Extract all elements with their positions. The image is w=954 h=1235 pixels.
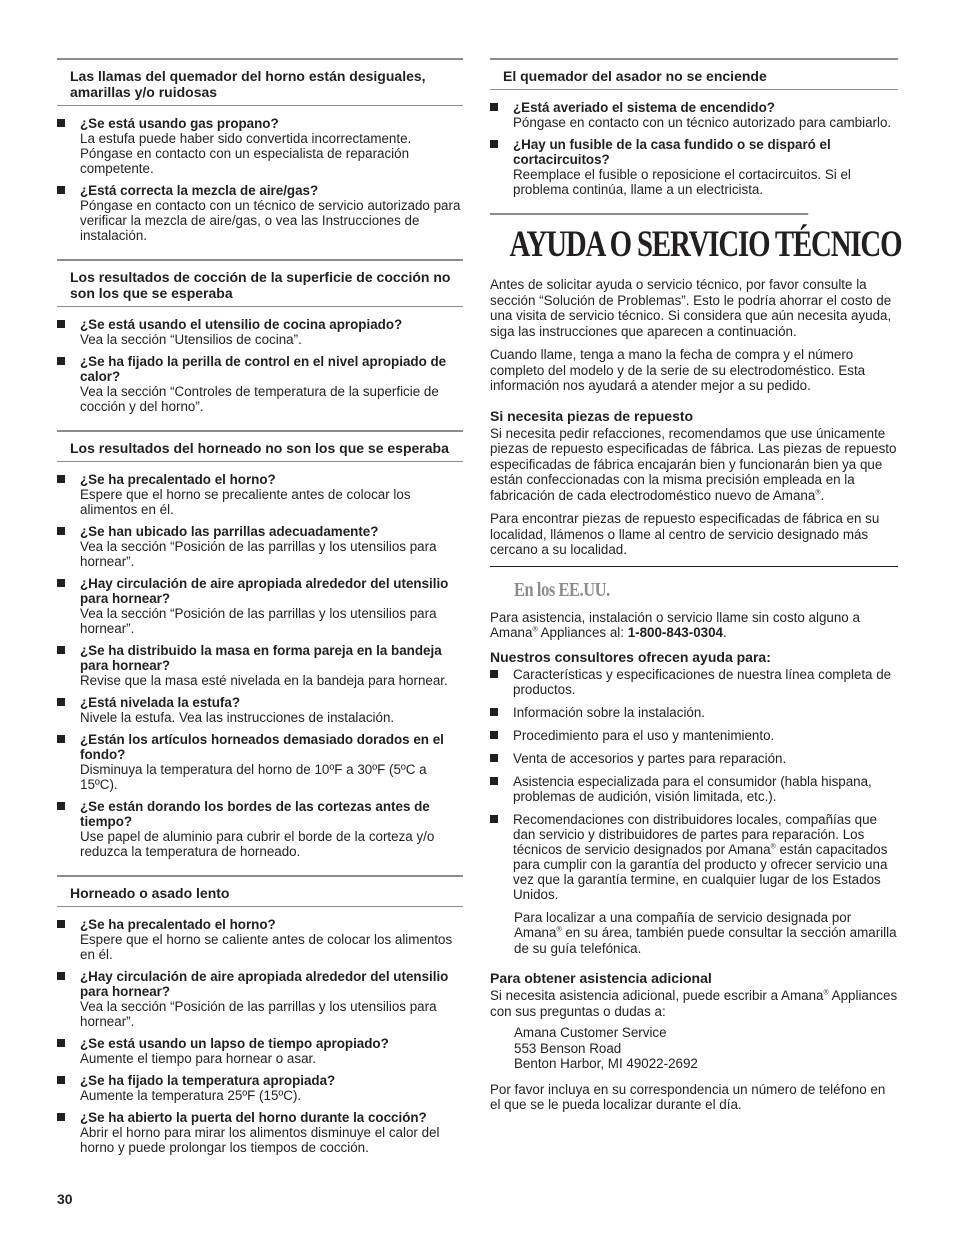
question: ¿Hay circulación de aire apropiada alrededor del utensilio para hornear? [80, 576, 449, 606]
list-item: Asistencia especializada para el consumidor (habla hispana, problemas de audición, visión limitada, etc.). [490, 774, 898, 804]
list-item [57, 732, 463, 792]
bullet-square-icon [57, 1113, 65, 1121]
question-list [57, 472, 463, 859]
bullet-square-icon [57, 646, 65, 654]
consultants-list [490, 667, 898, 804]
question: ¿Hay un fusible de la casa fundido o se disparó el cortacircuitos? [513, 137, 831, 167]
bullet-square-icon [490, 815, 498, 823]
list-item [57, 1036, 463, 1066]
list-item: Recomendaciones con distribuidores locales, compañías que dan servicio y distribuidores de partes para reparación. Los técnicos de servicio designados por Amana® están capacitados para cumplir con la garantía del producto y ofrecer servicio una vez que la garantía termine, en cualquier lugar de los Estados Unidos. [490, 812, 898, 902]
bullet-square-icon [57, 1076, 65, 1084]
question: ¿Se ha distribuido la masa en forma pareja en la bandeja para hornear? [80, 643, 442, 673]
bullet-square-icon [57, 320, 65, 328]
question: ¿Está averiado el sistema de encendido? [513, 100, 775, 115]
service-title: AYUDA O SERVICIO TÉCNICO [490, 213, 808, 277]
bullet-square-icon [490, 731, 498, 739]
question: ¿Hay circulación de aire apropiada alrededor del utensilio para hornear? [80, 969, 449, 999]
locate-paragraph: Para localizar a una compañía de servicio designada por Amana® en su área, también puede consultar la sección amarilla de su guía telefónica. [514, 909, 897, 956]
bullet-square-icon [57, 357, 65, 365]
list-item [57, 917, 463, 962]
question: ¿Se ha fijado la perilla de control en el nivel apropiado de calor? [80, 354, 447, 384]
troubleshooting-sections [57, 58, 463, 1155]
list-item [57, 643, 463, 688]
troubleshooting-section [57, 875, 463, 1155]
question: ¿Está correcta la mezcla de aire/gas? [80, 183, 319, 198]
additional-heading: Para obtener asistencia adicional [490, 970, 712, 986]
question: ¿Se están dorando los bordes de las cortezas antes de tiempo? [80, 799, 430, 829]
bullet-square-icon [490, 670, 498, 678]
intro-paragraph-1: Antes de solicitar ayuda o servicio técnico, por favor consulte la sección “Solución de Problemas”. Esto le podría ahorrar el costo de una visita de servicio técnico. Si considera que aún necesita ayuda, siga las instrucciones que aparecen a continuación. [490, 277, 892, 339]
list-item [57, 1110, 463, 1155]
bullet-square-icon [490, 777, 498, 785]
troubleshooting-section [57, 259, 463, 414]
bullet-square-icon [57, 972, 65, 980]
list-item [490, 137, 898, 197]
list-item [57, 576, 463, 636]
answer: Vea la sección “Posición de las parrillas y los utensilios para hornear”. [80, 539, 437, 569]
answer: Nivele la estufa. Vea las instrucciones de instalación. [80, 710, 395, 725]
answer: Vea la sección “Posición de las parrillas y los utensilios para hornear”. [80, 606, 437, 636]
bullet-square-icon [57, 475, 65, 483]
list-item: Procedimiento para el uso y mantenimiento. [490, 728, 898, 743]
answer: Vea la sección “Utensilios de cocina”. [80, 332, 302, 347]
question: ¿Se ha precalentado el horno? [80, 917, 276, 932]
list-item [57, 524, 463, 569]
question: ¿Se está usando gas propano? [80, 116, 279, 131]
list-item [57, 799, 463, 859]
question: ¿Se ha precalentado el horno? [80, 472, 276, 487]
bullet-square-icon [57, 1039, 65, 1047]
list-item [57, 116, 463, 176]
list-item [57, 695, 463, 725]
phone-number: 1-800-843-0304 [627, 625, 723, 640]
list-item [57, 317, 463, 347]
bullet-square-icon [57, 527, 65, 535]
right-column [490, 58, 902, 1121]
answer: Vea la sección “Posición de las parrillas y los utensilios para hornear”. [80, 999, 437, 1029]
additional-paragraph: Si necesita asistencia adicional, puede escribir a Amana® Appliances con sus preguntas o dudas a: [490, 988, 898, 1019]
answer: La estufa puede haber sido convertida incorrectamente. Póngase en contacto con un especialista de reparación competente. [80, 131, 412, 176]
question: ¿Están los artículos horneados demasiado dorados en el fondo? [80, 732, 444, 762]
page-number: 30 [57, 1191, 73, 1207]
answer: Espere que el horno se precaliente antes de colocar los alimentos en él. [80, 487, 411, 517]
question: ¿Se han ubicado las parrillas adecuadamente? [80, 524, 379, 539]
answer: Use papel de aluminio para cubrir el borde de la corteza y/o reduzca la temperatura de horneado. [80, 829, 435, 859]
closing-paragraph: Por favor incluya en su correspondencia un número de teléfono en el que se le pueda localizar durante el día. [490, 1081, 886, 1112]
list-item [57, 472, 463, 517]
list-item [57, 969, 463, 1029]
troubleshooting-section [490, 58, 898, 197]
bullet-square-icon [490, 754, 498, 762]
list-item [490, 100, 898, 130]
bullet-square-icon [490, 708, 498, 716]
question-list [57, 317, 463, 414]
troubleshooting-section [57, 58, 463, 243]
question: ¿Se está usando el utensilio de cocina apropiado? [80, 317, 403, 332]
answer: Aumente la temperatura 25ºF (15ºC). [80, 1088, 302, 1103]
question-list [57, 116, 463, 243]
bullet-square-icon [490, 140, 498, 148]
answer: Abrir el horno para mirar los alimentos disminuye el calor del horno y puede prolongar los tiempos de cocción. [80, 1125, 440, 1155]
list-item [57, 183, 463, 243]
section-heading: Los resultados del horneado no son los que se esperaba [57, 430, 463, 462]
list-item: Información sobre la instalación. [490, 705, 898, 720]
consultants-heading: Nuestros consultores ofrecen ayuda para: [490, 648, 771, 665]
list-item: Características y especificaciones de nuestra línea completa de productos. [490, 667, 898, 697]
section-heading: Las llamas del quemador del horno están desiguales, amarillas y/o ruidosas [57, 58, 463, 106]
left-column [57, 58, 463, 1171]
section-heading: El quemador del asador no se enciende [490, 58, 898, 90]
list-item [57, 1073, 463, 1103]
usa-heading: En los EE.UU. [514, 578, 610, 601]
parts-paragraph-2: Para encontrar piezas de repuesto especificadas de fábrica en su localidad, llámenos o llame al centro de servicio designado más cercano a su localidad. [490, 511, 880, 557]
question: ¿Se ha abierto la puerta del horno durante la cocción? [80, 1110, 427, 1125]
answer: Revise que la masa esté nivelada en la bandeja para hornear. [80, 673, 448, 688]
usa-paragraph: Para asistencia, instalación o servicio llame sin costo alguno a Amana® Appliances al: 1-800-843-0304. [490, 609, 860, 640]
parts-heading: Si necesita piezas de repuesto [490, 407, 694, 424]
bullet-square-icon [490, 103, 498, 111]
broiler-section [490, 58, 898, 197]
bullet-square-icon [57, 735, 65, 743]
troubleshooting-section [57, 430, 463, 859]
bullet-square-icon [57, 920, 65, 928]
question: ¿Está nivelada la estufa? [80, 695, 241, 710]
answer: Reemplace el fusible o reposicione el cortacircuitos. Si el problema continúa, llame a un electricista. [513, 167, 851, 197]
answer: Aumente el tiempo para hornear o asar. [80, 1051, 316, 1066]
dealer-list [490, 812, 898, 902]
answer: Vea la sección “Controles de temperatura de la superficie de cocción y del horno”. [80, 384, 439, 414]
answer: Disminuya la temperatura del horno de 10ºF a 30ºF (5ºC a 15ºC). [80, 762, 427, 792]
question: ¿Se está usando un lapso de tiempo apropiado? [80, 1036, 389, 1051]
divider [490, 566, 898, 567]
answer: Espere que el horno se caliente antes de colocar los alimentos en él. [80, 932, 453, 962]
bullet-square-icon [57, 119, 65, 127]
section-heading: Los resultados de cocción de la superficie de cocción no son los que se esperaba [57, 259, 463, 307]
parts-paragraph-1: Si necesita pedir refacciones, recomendamos que use únicamente piezas de repuesto especificadas de fábrica. Las piezas de repuesto especificadas de fábrica encajarán bien y funcionarán bien ya que están confeccionadas con la misma precisión empleada en la fabricación de cada electrodoméstico nuevo de Amana®. [490, 425, 897, 503]
answer: Póngase en contacto con un técnico autorizado para cambiarlo. [513, 115, 892, 130]
answer: Póngase en contacto con un técnico de servicio autorizado para verificar la mezcla de aire/gas, o vea las Instrucciones de instalación. [80, 198, 461, 243]
bullet-square-icon [57, 579, 65, 587]
bullet-square-icon [57, 186, 65, 194]
list-item [57, 354, 463, 414]
question-list [57, 917, 463, 1155]
list-item: Venta de accesorios y partes para reparación. [490, 751, 898, 766]
section-heading: Horneado o asado lento [57, 875, 463, 907]
bullet-square-icon [57, 698, 65, 706]
bullet-square-icon [57, 802, 65, 810]
mailing-address: Amana Customer Service 553 Benson Road Benton Harbor, MI 49022-2692 [514, 1025, 698, 1071]
intro-paragraph-2: Cuando llame, tenga a mano la fecha de compra y el número completo del modelo y de la serie de su electrodoméstico. Esta información nos ayudará a atender mejor a su pedido. [490, 347, 866, 393]
question: ¿Se ha fijado la temperatura apropiada? [80, 1073, 336, 1088]
question-list [490, 100, 898, 197]
